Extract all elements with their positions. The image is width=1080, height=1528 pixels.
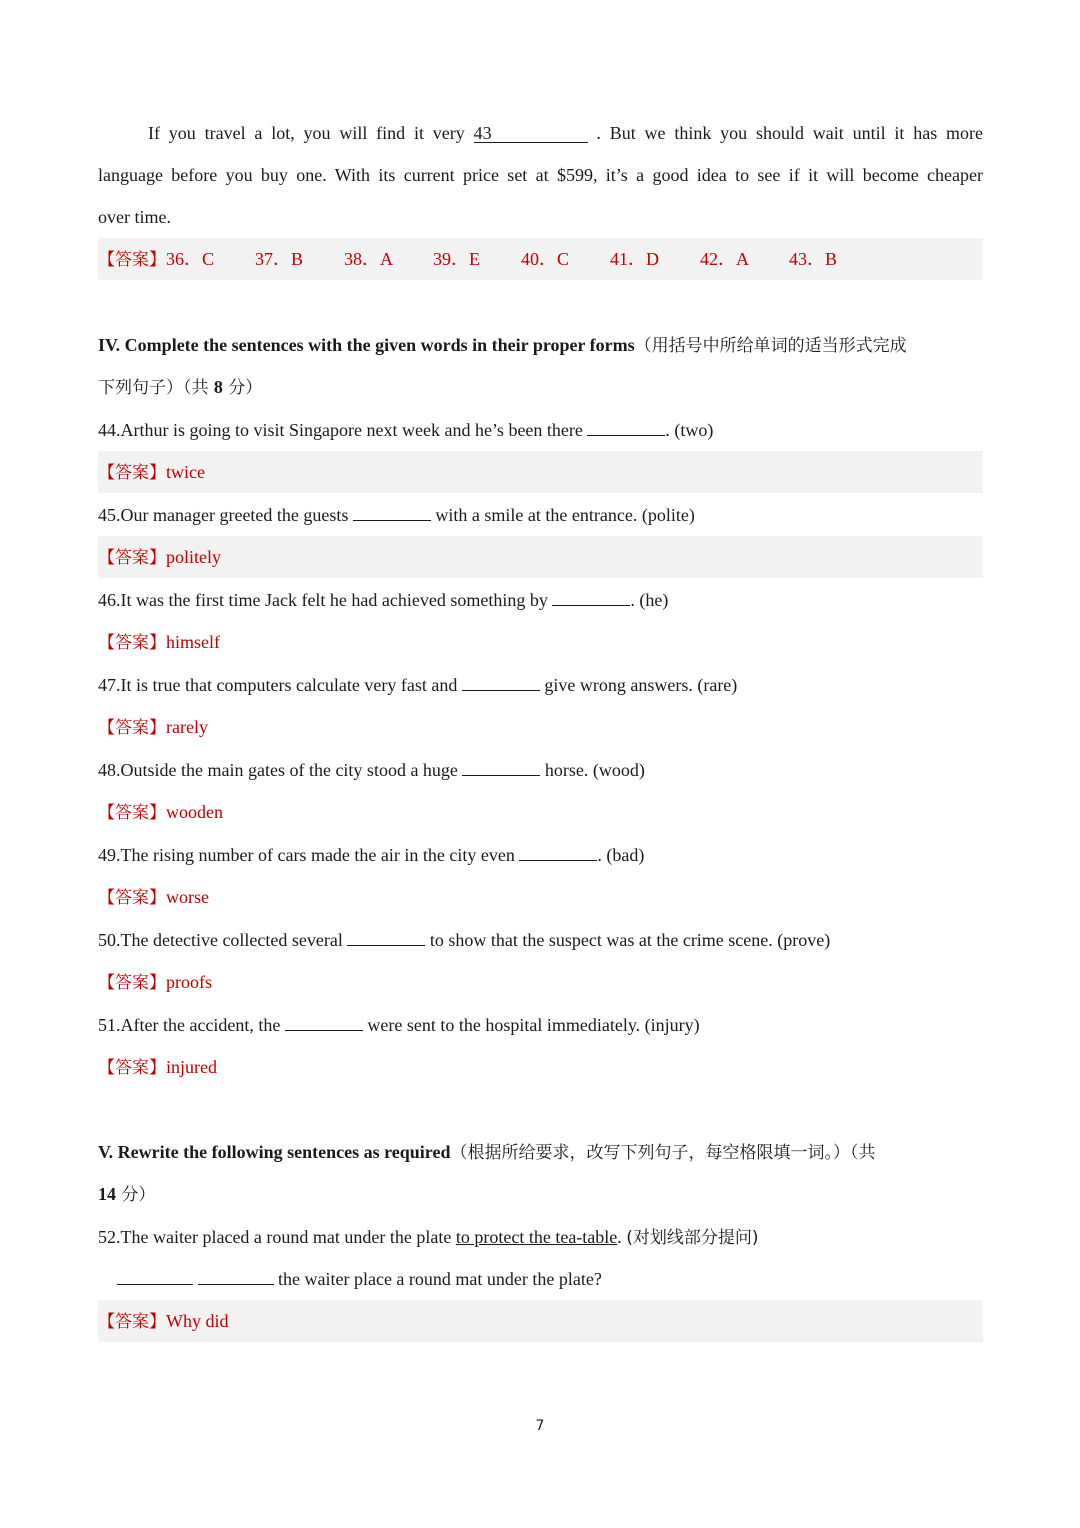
section-title-cn: 分） [222, 378, 263, 398]
answer-text: twice [166, 462, 205, 482]
blank [462, 690, 540, 691]
question-text: . [617, 1227, 627, 1247]
answer-text: rarely [166, 717, 208, 737]
section-title: V. Rewrite the following sentences as required [98, 1142, 451, 1162]
answer-item: 38．A [344, 249, 393, 269]
question-hint: horse. (wood) [540, 760, 645, 780]
question-text: the waiter place a round mat under the plate? [273, 1269, 602, 1289]
answer-text: wooden [166, 802, 223, 822]
section-title-cn: 分） [116, 1185, 156, 1205]
blank [117, 1284, 193, 1285]
answer-text: himself [166, 632, 220, 652]
blank [347, 945, 425, 946]
page-number: 7 [535, 1418, 545, 1434]
section-4-heading [98, 333, 983, 358]
answer-label: 【答案】 [98, 803, 166, 823]
answer-52 [98, 1300, 983, 1342]
answer-label: 【答案】 [98, 1058, 166, 1078]
section-title-cn: 下列句子）（共 [98, 378, 214, 398]
passage-line-2: language before you buy one. With its current price set at $599, it’s a good idea to see if it will become cheaper [98, 165, 983, 185]
answer-50 [98, 970, 983, 995]
section-title-cn: （用括号中所给单词的适当形式完成 [634, 336, 907, 356]
blank [462, 775, 540, 776]
section-points: 8 [213, 377, 223, 397]
section-points: 14 [98, 1184, 116, 1204]
blank [552, 605, 630, 606]
answer-item: 41．D [610, 249, 659, 269]
question-48 [98, 758, 983, 782]
answer-45 [98, 536, 983, 578]
answer-text: politely [166, 547, 221, 567]
question-hint: give wrong answers. (rare) [539, 675, 738, 695]
question-text: 46.It was the first time Jack felt he had achieved something by [98, 590, 553, 610]
answer-48 [98, 800, 983, 825]
answer-label: 【答案】 [98, 633, 166, 653]
answer-text: injured [166, 1057, 217, 1077]
passage-line-3: over time. [98, 207, 171, 227]
question-hint: were sent to the hospital immediately. (injury) [362, 1015, 700, 1035]
question-44 [98, 418, 983, 442]
question-hint: . (he) [630, 590, 669, 610]
answer-label: 【答案】 [98, 250, 166, 270]
answer-49 [98, 885, 983, 910]
underlined-phrase: to protect the tea-table [455, 1227, 618, 1247]
section-title-cn: （根据所给要求，改写下列句子，每空格限填一词。）（共 [450, 1143, 876, 1163]
question-hint: . (two) [665, 420, 714, 440]
section-4-heading-line-2 [98, 375, 983, 400]
question-text: 49.The rising number of cars made the air in the city even [98, 845, 520, 865]
question-text: 47.It is true that computers calculate very fast and [98, 675, 462, 695]
question-49 [98, 843, 983, 867]
question-text: 51.After the accident, the [98, 1015, 285, 1035]
answer-item: 43．B [789, 249, 838, 269]
question-47 [98, 673, 983, 697]
answer-item: 42．A [700, 249, 749, 269]
answer-item: 40．C [521, 249, 570, 269]
answer-item: 36．C [166, 249, 215, 269]
question-hint: to show that the suspect was at the crime scene. (prove) [425, 930, 831, 950]
blank [198, 1284, 274, 1285]
passage-text: If you travel a lot, you will find it very [148, 123, 465, 143]
passage-line-1 [148, 121, 983, 145]
answer-item: 39．E [433, 249, 480, 269]
section-title: IV. Complete the sentences with the given words in their proper forms [98, 335, 635, 355]
answer-51 [98, 1055, 983, 1080]
answer-label: 【答案】 [98, 888, 166, 908]
question-52 [98, 1225, 983, 1250]
question-52-line-2 [117, 1267, 1002, 1291]
answer-box-36-43 [98, 238, 983, 280]
section-5-heading-line-2 [98, 1182, 983, 1207]
answer-label: 【答案】 [98, 1312, 166, 1332]
answer-text: Why did [166, 1311, 229, 1331]
question-text: 50.The detective collected several [98, 930, 348, 950]
answer-47 [98, 715, 983, 740]
answer-item: 37．B [255, 249, 304, 269]
answer-44 [98, 451, 983, 493]
answer-text: worse [166, 887, 209, 907]
question-hint: . (bad) [597, 845, 645, 865]
question-text: 52.The waiter placed a round mat under the plate [98, 1227, 456, 1247]
blank [285, 1030, 363, 1031]
blank-43: 43 [474, 124, 588, 143]
blank [353, 520, 431, 521]
question-text: 45.Our manager greeted the guests [98, 505, 353, 525]
blank [519, 860, 597, 861]
answer-label: 【答案】 [98, 718, 166, 738]
blank [587, 435, 665, 436]
answer-label: 【答案】 [98, 548, 166, 568]
answer-label: 【答案】 [98, 973, 166, 993]
answer-text: proofs [166, 972, 212, 992]
section-5-heading [98, 1140, 983, 1165]
question-46 [98, 588, 983, 612]
question-45 [98, 503, 983, 527]
question-instruction: (对划线部分提问) [626, 1228, 759, 1248]
question-51 [98, 1013, 983, 1037]
question-text: 44.Arthur is going to visit Singapore next week and he’s been there [98, 420, 588, 440]
answer-label: 【答案】 [98, 463, 166, 483]
question-text: 48.Outside the main gates of the city stood a huge [98, 760, 463, 780]
question-50 [98, 928, 983, 952]
answer-46 [98, 630, 983, 655]
passage-text: . But we think you should wait until it has more [596, 123, 984, 143]
question-hint: with a smile at the entrance. (polite) [430, 505, 695, 525]
